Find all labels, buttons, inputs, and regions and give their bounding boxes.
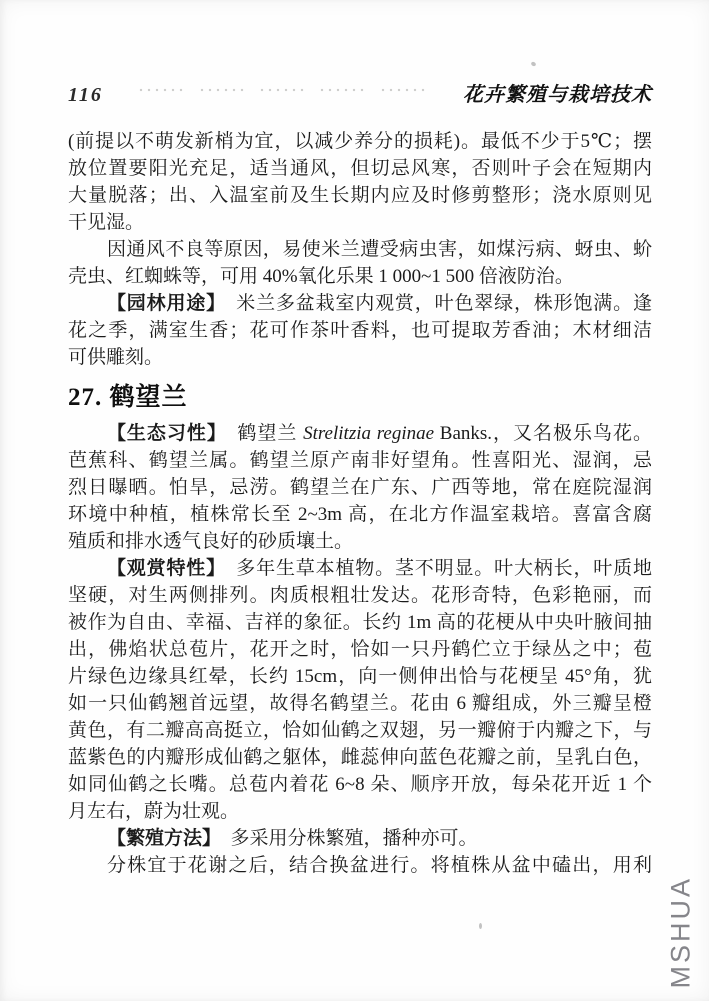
- text-segment: 干见湿。: [68, 212, 145, 233]
- text-line: [68, 690, 652, 717]
- text-line: [68, 290, 652, 317]
- text-line: [68, 663, 652, 690]
- text-segment: 【生态习性】: [106, 423, 218, 444]
- text-line: [68, 263, 652, 290]
- text-line: [68, 636, 652, 663]
- text-segment: Banks.，又名极乐鸟花。: [434, 423, 652, 444]
- text-segment: 可供雕刻。: [68, 347, 164, 368]
- scan-artifact: [200, 87, 246, 93]
- text-line: [68, 317, 652, 344]
- text-line: [68, 182, 652, 209]
- text-segment: 鹤望兰: [217, 423, 304, 444]
- scan-speck: [479, 923, 482, 929]
- text-segment: 【观赏特性】: [106, 558, 217, 579]
- text-line: [68, 798, 652, 825]
- text-line: [68, 236, 652, 263]
- text-segment: 因通风不良等原因，易使米兰遭受病虫害，如煤污病、蚜虫、蚧: [106, 239, 652, 260]
- text-segment: 片绿色边缘具红晕，长约 15cm，向一侧伸出恰与花梗呈 45°角，犹: [68, 666, 652, 687]
- text-segment: 多年生草本植物。茎不明显。叶大柄长，叶质地: [216, 558, 652, 579]
- text-segment: 【园林用途】: [106, 293, 217, 314]
- scan-speck: [530, 61, 536, 67]
- text-segment: 大量脱落；出、入温室前及生长期内应及时修剪整形；浇水原则见: [68, 185, 652, 206]
- text-line: [68, 420, 652, 447]
- text-segment: 蓝紫色的内瓣形成仙鹤之躯体，雌蕊伸向蓝色花瓣之前，呈乳白色，: [68, 747, 652, 768]
- text-line: [68, 155, 652, 182]
- text-line: [68, 582, 652, 609]
- text-segment: 殖质和排水透气良好的砂质壤土。: [68, 531, 354, 552]
- text-segment: 米兰多盆栽室内观赏，叶色翠绿，株形饱满。逢: [216, 293, 652, 314]
- watermark: MSHUA: [665, 875, 696, 989]
- scan-artifact: [139, 87, 185, 93]
- text-segment: 分株宜于花谢之后，结合换盆进行。将植株从盆中磕出，用利: [106, 855, 652, 876]
- text-line: [68, 474, 652, 501]
- text-segment: 月左右，蔚为壮观。: [68, 801, 240, 822]
- text-line: [68, 501, 652, 528]
- text-segment: 花之季，满室生香；花可作茶叶香料，也可提取芳香油；木材细洁: [68, 320, 652, 341]
- scan-artifact: [260, 87, 306, 93]
- scan-artifact-row: [103, 87, 463, 93]
- text-line: [68, 528, 652, 555]
- text-segment: (前提以不萌发新梢为宜，以减少养分的损耗)。最低不少于5℃；摆: [68, 131, 652, 152]
- text-segment: 坚硬，对生两侧排列。肉质根粗壮发达。花形奇特，色彩艳丽，而: [68, 585, 652, 606]
- text-segment: 如一只仙鹤翘首远望，故得名鹤望兰。花由 6 瓣组成，外三瓣呈橙: [68, 693, 652, 714]
- text-line: [68, 744, 652, 771]
- text-line: [68, 717, 652, 744]
- text-line: [68, 128, 652, 155]
- section-heading: [68, 383, 652, 413]
- scan-artifact: [381, 87, 427, 93]
- text-segment: 放位置要阳光充足，适当通风，但切忌风寒，否则叶子会在短期内: [68, 158, 652, 179]
- text-line: [68, 344, 652, 371]
- text-segment: 27. 鹤望兰: [68, 384, 188, 411]
- page-body: [68, 128, 652, 879]
- text-segment: 出，佛焰状总苞片，花开之时，恰如一只丹鹤伫立于绿丛之中；苞: [68, 639, 652, 660]
- text-line: [68, 771, 652, 798]
- text-line: [68, 609, 652, 636]
- page-number: 116: [68, 84, 103, 106]
- scan-artifact: [320, 87, 366, 93]
- text-segment: 黄色，有二瓣高高挺立，恰如仙鹤之双翅，另一瓣俯于内瓣之下，与: [68, 720, 652, 741]
- text-segment: 多采用分株繁殖，播种亦可。: [211, 828, 478, 849]
- text-line: [68, 209, 652, 236]
- text-segment: Strelitzia reginae: [303, 423, 435, 444]
- text-segment: 烈日曝晒。怕旱，忌涝。鹤望兰在广东、广西等地，常在庭院湿润: [68, 477, 652, 498]
- text-segment: 芭蕉科、鹤望兰属。鹤望兰原产南非好望角。性喜阳光、湿润，忌: [68, 450, 652, 471]
- text-segment: 【繁殖方法】: [106, 828, 212, 849]
- text-line: [68, 852, 652, 879]
- page-header: [68, 78, 652, 106]
- text-segment: 壳虫、红蜘蛛等，可用 40%氧化乐果 1 000~1 500 倍液防治。: [68, 266, 574, 287]
- text-line: [68, 555, 652, 582]
- text-segment: 如同仙鹤之长嘴。总苞内着花 6~8 朵、顺序开放，每朵花开近 1 个: [68, 774, 652, 795]
- running-title: 花卉繁殖与栽培技术: [463, 84, 652, 106]
- text-segment: 环境中种植，植株常长至 2~3m 高，在北方作温室栽培。喜富含腐: [68, 504, 652, 525]
- text-line: [68, 447, 652, 474]
- text-segment: 被作为自由、幸福、吉祥的象征。长约 1m 高的花梗从中央叶腋间抽: [68, 612, 652, 633]
- text-line: [68, 825, 652, 852]
